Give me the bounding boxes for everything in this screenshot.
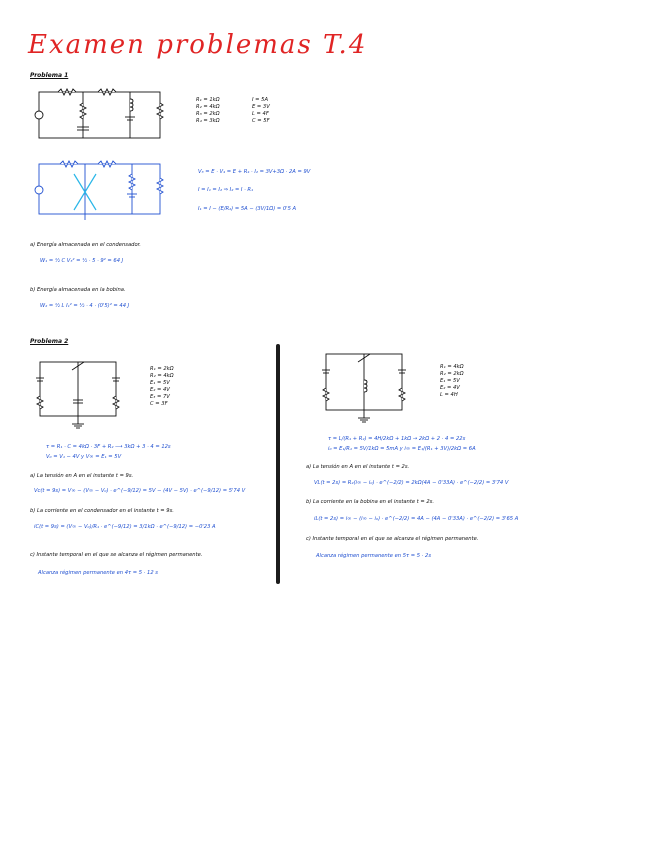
p1-question-a: a) Energía almacenada en el condensador. [30, 242, 141, 248]
circuit-1-equivalent-diagram [28, 158, 178, 228]
p2-left-question-c: c) Instante temporal en el que se alcanza el régimen permanente. [30, 552, 203, 558]
p2-left-eq-1: τ = R₁ · C = 4kΩ · 3F + R₂ ⟶ 3kΩ + 3 · 4 = 12s [46, 444, 171, 450]
p2-right-question-b: b) La corriente en la bobina en el instante t = 2s. [306, 499, 435, 505]
p1-given-r1: R₁ = 1kΩ [196, 97, 220, 103]
p2-left-answer-c: Alcanza régimen permanente en 4τ = 5 · 12 s [38, 570, 158, 576]
p1-answer-b: W₂ = ½ L I₁² = ½ · 4 · (0'5)² = 44 J [40, 303, 130, 309]
p1-equation-1: V₃ = E · V₄ = E + R₄ · I₂ = 3V+3Ω · 2A = 9V [198, 169, 311, 175]
p2-left-question-a: a) La tensión en A en el instante t = 9s. [30, 473, 134, 479]
p2-right-given-l: L = 4H [440, 392, 458, 398]
circuit-2-rl-diagram [320, 344, 420, 428]
p2-right-answer-a: VL(t = 2s) = R₂(i∞ − i₀) · e^(−2/2) = 2kΩ(4A − 0'33A) · e^(−2/2) = 3'74 V [314, 480, 509, 486]
p2-given-r2: R₂ = 4kΩ [150, 373, 174, 379]
p2-left-question-b: b) La corriente en el condensador en el instante t = 9s. [30, 508, 174, 514]
p1-given-r4: R₄ = 3kΩ [196, 118, 220, 124]
p1-given-r3: R₃ = 2kΩ [196, 111, 220, 117]
p1-equation-3: I₁ = I − (E/R₂) = 5A − (3V/1Ω) = 0'5 A [198, 206, 297, 212]
p2-right-given-r2: R₂ = 2kΩ [440, 371, 464, 377]
p2-left-answer-b: iC(t = 9s) = (V∞ − V₀)/R₁ · e^(−9/12) = 3/1kΩ · e^(−9/12) = −0'23 A [34, 524, 216, 530]
p2-given-e2: E₂ = 4V [150, 387, 170, 393]
p2-right-answer-c: Alcanza régimen permanente en 5τ = 5 · 2s [316, 553, 432, 559]
p1-equation-2: I = I₁ = I₂ ⇒ I₂ = I · R₁ [198, 187, 254, 193]
circuit-1-diagram [28, 85, 178, 145]
p2-right-given-r1: R₁ = 4kΩ [440, 364, 464, 370]
p2-right-question-a: a) La tensión en A en el instante t = 2s. [306, 464, 410, 470]
p1-given-r2: R₂ = 4kΩ [196, 104, 220, 110]
p2-given-c: C = 3F [150, 401, 168, 407]
p1-given-c: C = 5F [252, 118, 270, 124]
p2-given-e3: E₃ = 7V [150, 394, 170, 400]
p1-answer-a: W₁ = ½ C V₃² = ½ · 5 · 9² = 64 J [40, 258, 124, 264]
p2-right-given-e1: E₁ = 5V [440, 378, 460, 384]
p2-given-r1: R₁ = 2kΩ [150, 366, 174, 372]
p1-given-l: L = 4F [252, 111, 269, 117]
p2-right-eq-2: i₀ = E₁/R₁ = 5V/1kΩ = 5mA y i∞ = E₁/(R₁ + 3V)/2kΩ = 6A [328, 446, 476, 452]
p1-question-b: b) Energía almacenada en la bobina. [30, 287, 126, 293]
p2-right-given-e2: E₂ = 4V [440, 385, 460, 391]
p1-given-i: I = 5A [252, 97, 269, 103]
p1-given-e: E = 3V [252, 104, 270, 110]
problem-1-heading: Problema 1 [30, 72, 69, 79]
problem-2-heading: Problema 2 [30, 338, 69, 345]
column-divider [276, 344, 280, 584]
p2-left-answer-a: Vc(t = 9s) = V∞ − (V∞ − V₀) · e^(−9/12) = 5V − (4V − 5V) · e^(−9/12) = 5'74 V [34, 488, 246, 494]
p2-given-e1: E₁ = 5V [150, 380, 170, 386]
p2-right-eq-1: τ = L/(R₁ + R₂) = 4H/2kΩ + 1kΩ → 2kΩ + 2 · 4 = 22s [328, 436, 466, 442]
p2-left-eq-2: V₀ = V₁ − 4V y V∞ = E₁ = 5V [46, 454, 122, 460]
page-title: Examen problemas T.4 [28, 30, 368, 60]
circuit-2-rc-diagram [34, 352, 134, 432]
p2-right-answer-b: iL(t = 2s) = i∞ − (i∞ − i₀) · e^(−2/2) = 4A − (4A − 0'33A) · e^(−2/2) = 3'65 A [314, 516, 519, 522]
p2-right-question-c: c) Instante temporal en el que se alcanza el régimen permanente. [306, 536, 479, 542]
